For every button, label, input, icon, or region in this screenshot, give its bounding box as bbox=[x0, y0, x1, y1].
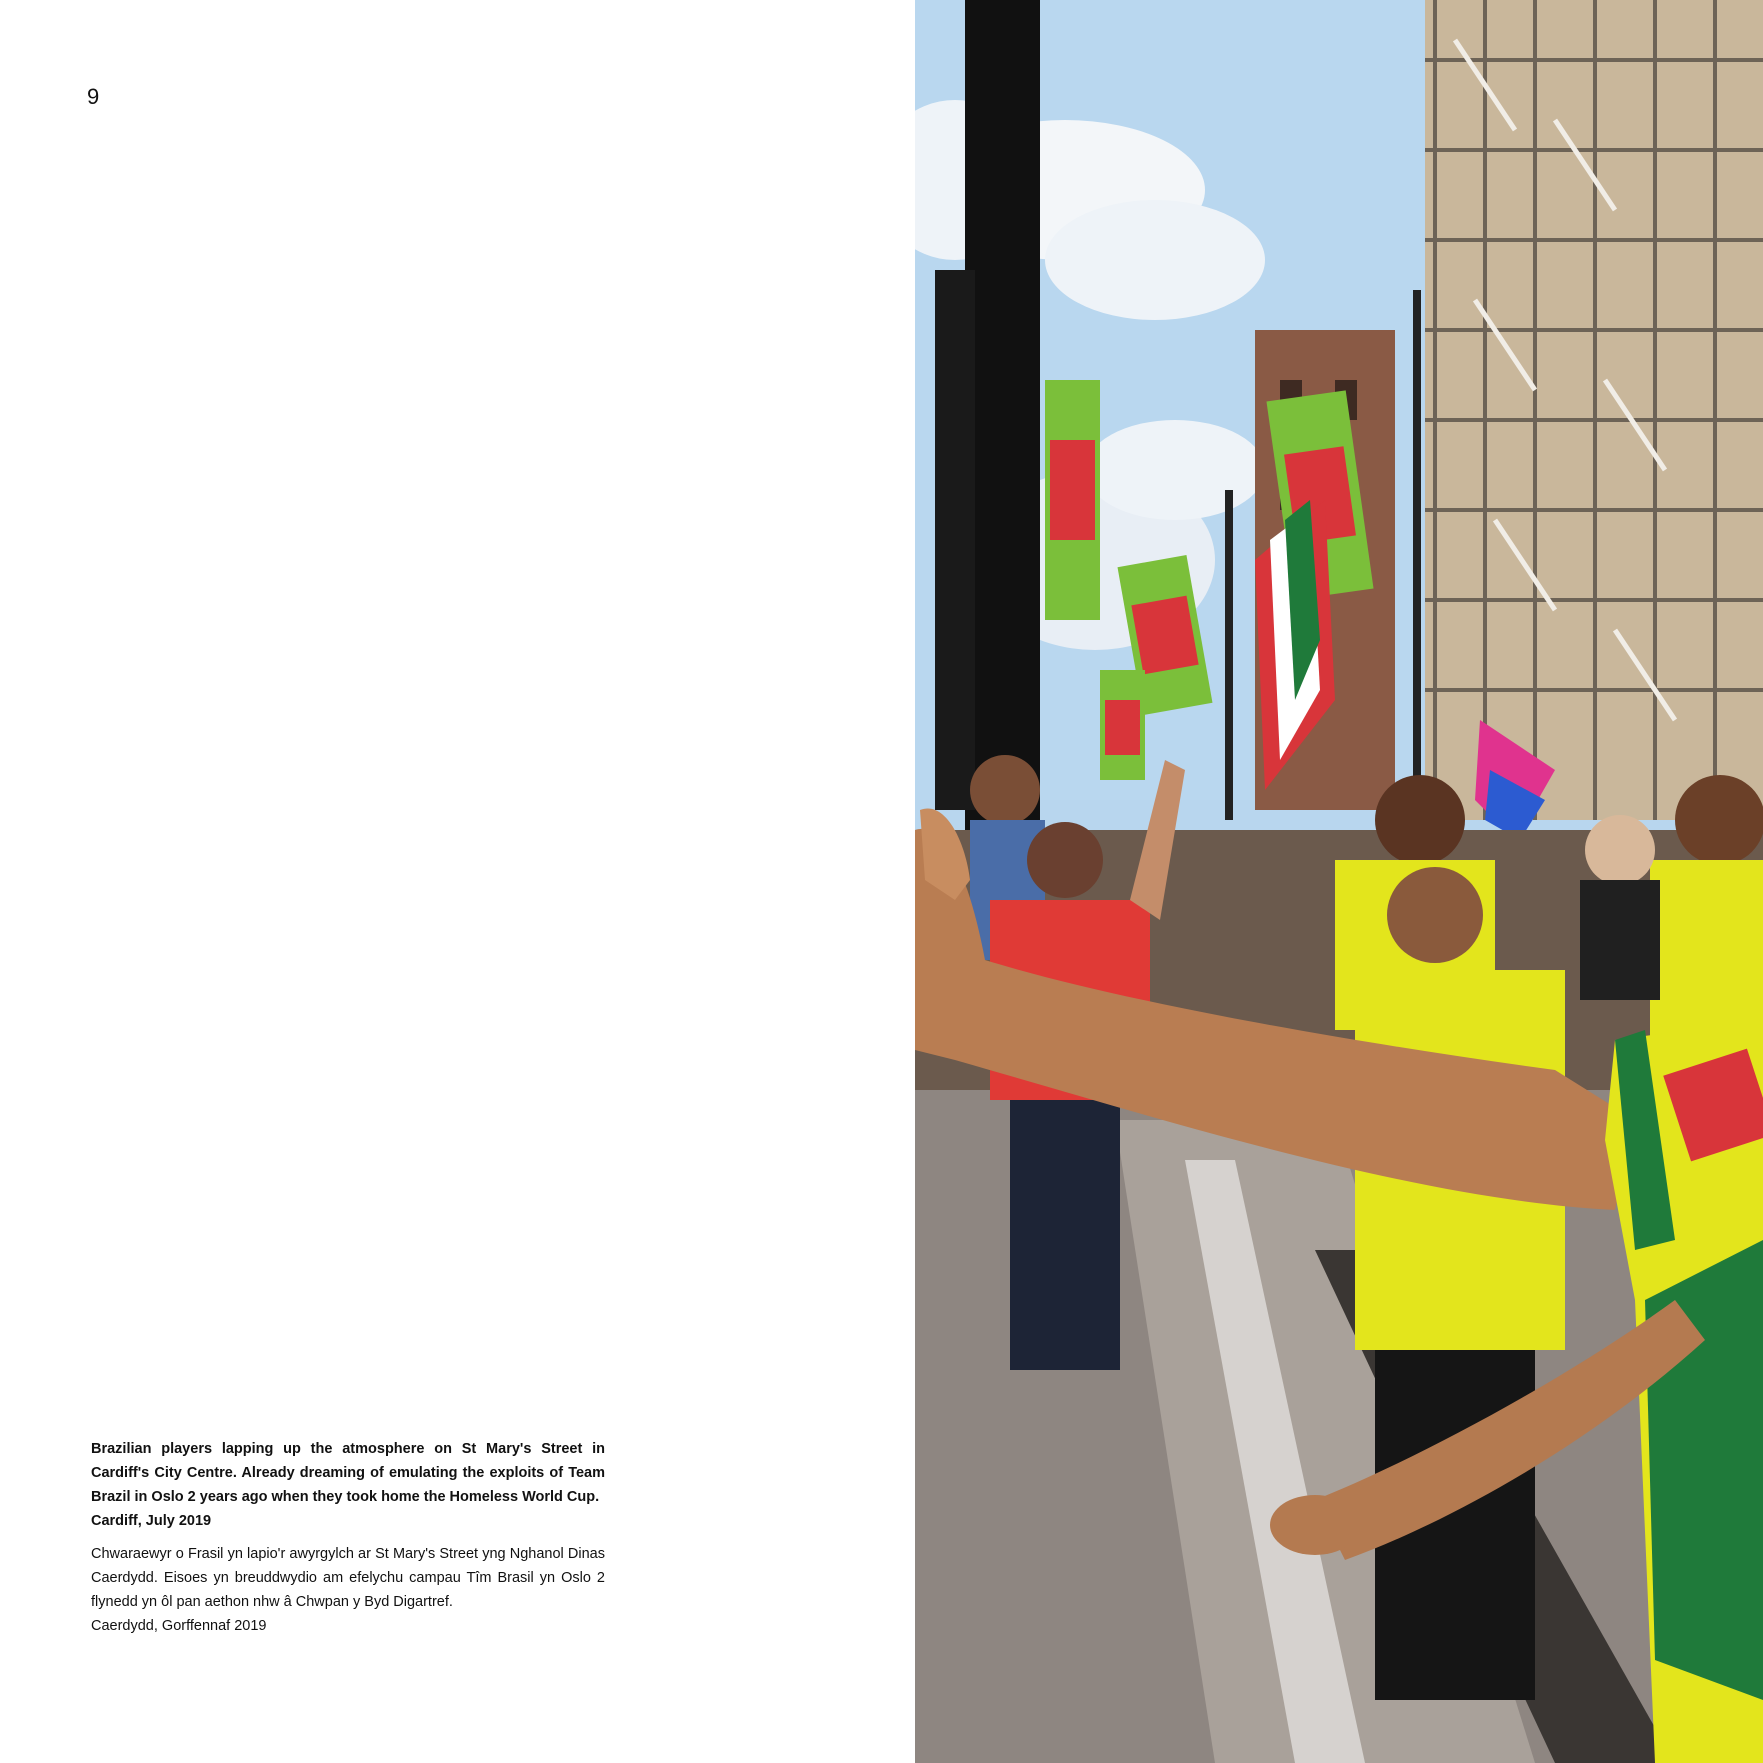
street-crowd-photo bbox=[915, 0, 1763, 1763]
caption-english-place-date: Cardiff, July 2019 bbox=[91, 1513, 212, 1529]
photo-caption bbox=[91, 1437, 605, 1638]
caption-welsh-place-date: Caerdydd, Gorffennaf 2019 bbox=[91, 1618, 267, 1634]
page-number: 9 bbox=[87, 84, 100, 109]
caption-welsh bbox=[91, 1542, 605, 1638]
photo-illustration bbox=[915, 0, 1763, 1763]
caption-english-text: Brazilian players lapping up the atmosphere on St Mary's Street in Cardiff's City Centre. Already dreaming of emulating the exploits of Team Brazil in Oslo 2 years ago when they took home the Homeless World Cup. bbox=[91, 1441, 605, 1505]
caption-english bbox=[91, 1437, 605, 1533]
caption-welsh-text: Chwaraewyr o Frasil yn lapio'r awyrgylch ar St Mary's Street yng Nghanol Dinas Caerdydd. Eisoes yn breuddwydio am efelychu campau Tîm Brasil yn Oslo 2 flynedd yn ôl pan aethon nhw â Chwpan y Byd Digartref. bbox=[91, 1546, 605, 1610]
